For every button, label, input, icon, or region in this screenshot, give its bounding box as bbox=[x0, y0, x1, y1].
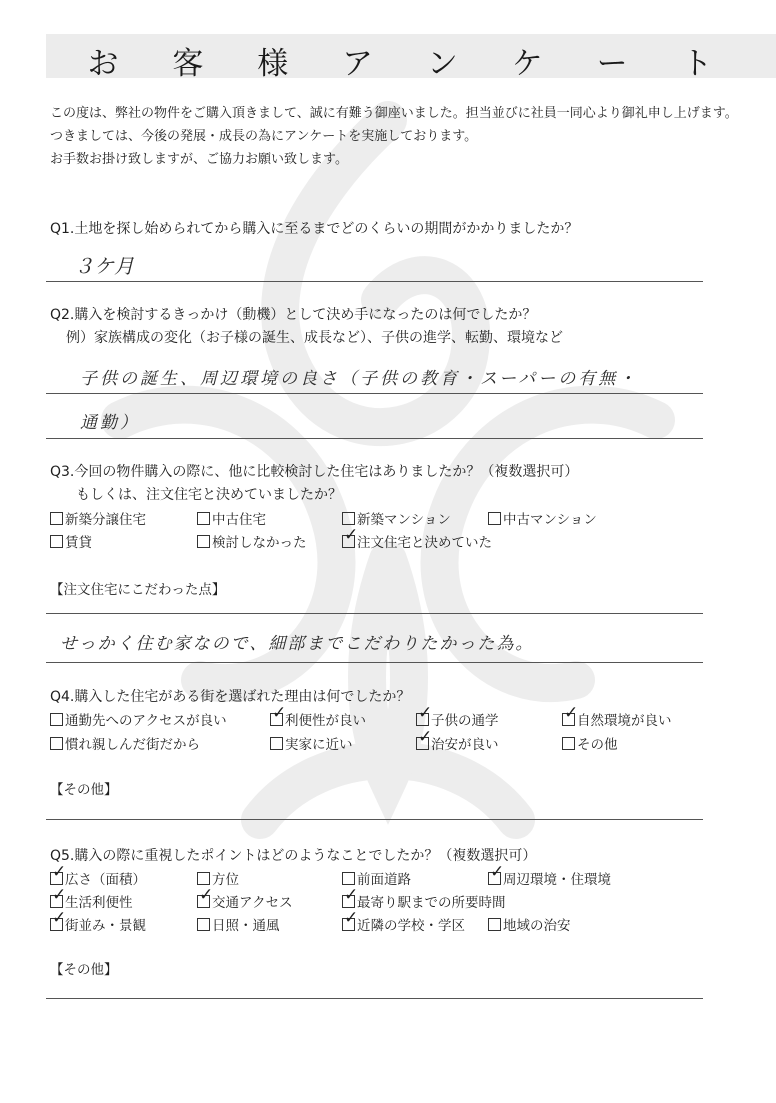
q5-question: Q5.購入の際に重視したポイントはどのようなことでしたか？（複数選択可） bbox=[50, 848, 537, 864]
q5-option-local-safety[interactable]: 地域の治安 bbox=[488, 914, 571, 934]
checkbox[interactable] bbox=[342, 512, 355, 525]
check-mark-icon: ✓ bbox=[564, 703, 579, 723]
checkbox[interactable] bbox=[342, 872, 355, 885]
q4-other-line bbox=[46, 819, 703, 820]
q3-option-rental[interactable]: 賃貸 bbox=[50, 531, 92, 551]
checkbox[interactable] bbox=[197, 535, 210, 548]
check-mark-icon: ✓ bbox=[418, 703, 433, 723]
q4-option-near-parents[interactable]: 実家に近い bbox=[270, 733, 353, 753]
q3-option-used-house[interactable]: 中古住宅 bbox=[197, 508, 266, 528]
q2-answer-line-rule-2 bbox=[46, 438, 703, 439]
intro-line-3: お手数お掛け致しますが、ご協力お願い致します。 bbox=[50, 152, 348, 167]
title-bar bbox=[46, 34, 776, 82]
checkbox-checked[interactable] bbox=[416, 703, 433, 726]
q3-sub-answer: せっかく住む家なので、細部までこだわりたかった為。 bbox=[60, 634, 535, 654]
checkbox-checked[interactable] bbox=[342, 908, 359, 931]
checkbox-checked[interactable] bbox=[562, 703, 579, 726]
q4-option-commute-access[interactable]: 通勤先へのアクセスが良い bbox=[50, 709, 227, 729]
checkbox[interactable] bbox=[562, 737, 575, 750]
q2-answer-line-1: 子供の誕生、周辺環境の良さ（子供の教育・スーパーの有無・ bbox=[80, 369, 639, 389]
checkbox[interactable] bbox=[488, 512, 501, 525]
q5-other-label: 【その他】 bbox=[50, 962, 118, 978]
checkbox[interactable] bbox=[50, 713, 63, 726]
q4-option-other[interactable]: その他 bbox=[562, 733, 618, 753]
checkbox-checked[interactable] bbox=[342, 885, 359, 908]
q3-sub-line-2 bbox=[46, 662, 703, 663]
q5-option-school-district[interactable]: ✓ 近隣の学校・学区 bbox=[344, 908, 465, 934]
q5-option-area[interactable]: ✓ 広さ（面積） bbox=[52, 862, 146, 888]
check-mark-icon: ✓ bbox=[52, 862, 67, 882]
q4-option-school-commute[interactable]: ✓ 子供の通学 bbox=[418, 703, 499, 729]
checkbox-checked[interactable] bbox=[488, 862, 505, 885]
q5-option-front-road[interactable]: 前面道路 bbox=[342, 868, 411, 888]
check-mark-icon: ✓ bbox=[199, 885, 214, 905]
q3-sub-line-1 bbox=[46, 613, 703, 614]
q4-option-familiar-town[interactable]: 慣れ親しんだ街だから bbox=[50, 733, 200, 753]
checkbox[interactable] bbox=[197, 512, 210, 525]
check-mark-icon: ✓ bbox=[52, 908, 67, 928]
q5-option-transport[interactable]: ✓ 交通アクセス bbox=[199, 885, 293, 911]
checkbox[interactable] bbox=[50, 535, 63, 548]
check-mark-icon: ✓ bbox=[418, 727, 433, 747]
q4-option-safety[interactable]: ✓ 治安が良い bbox=[418, 727, 499, 753]
q1-question: Q1.土地を探し始められてから購入に至るまでどのくらいの期間がかかりましたか？ bbox=[50, 221, 579, 237]
q5-option-station-time[interactable]: ✓ 最寄り駅までの所要時間 bbox=[344, 885, 506, 911]
q2-answer-line-rule-1 bbox=[46, 393, 703, 394]
q2-example: 例）家族構成の変化（お子様の誕生、成長など）、子供の進学、転勤、環境など bbox=[66, 330, 563, 346]
checkbox[interactable] bbox=[197, 918, 210, 931]
intro-line-2: つきましては、今後の発展・成長の為にアンケートを実施しております。 bbox=[50, 129, 478, 144]
page-title: お 客 様 ア ン ケ ー ト bbox=[87, 46, 735, 82]
checkbox-checked[interactable] bbox=[197, 885, 214, 908]
q3-option-custom-house[interactable]: ✓ 注文住宅と決めていた bbox=[344, 525, 492, 551]
q5-other-line bbox=[46, 998, 703, 999]
q3-question: Q3.今回の物件購入の際に、他に比較検討した住宅はありましたか？（複数選択可） bbox=[50, 464, 579, 480]
checkbox-checked[interactable] bbox=[50, 885, 67, 908]
q4-other-label: 【その他】 bbox=[50, 782, 118, 798]
check-mark-icon: ✓ bbox=[344, 885, 359, 905]
checkbox-checked[interactable] bbox=[270, 703, 287, 726]
q3-sub-label: 【注文住宅にこだわった点】 bbox=[50, 582, 226, 598]
intro-line-1: この度は、弊社の物件をご購入頂きまして、誠に有難う御座いました。担当並びに社員一同心より御礼申し上げます。 bbox=[50, 106, 738, 121]
checkbox[interactable] bbox=[50, 512, 63, 525]
q4-option-nature[interactable]: ✓ 自然環境が良い bbox=[564, 703, 672, 729]
q4-question: Q4.購入した住宅がある街を選ばれた理由は何でしたか？ bbox=[50, 689, 411, 705]
check-mark-icon: ✓ bbox=[52, 885, 67, 905]
checkbox[interactable] bbox=[50, 737, 63, 750]
checkbox-checked[interactable] bbox=[342, 525, 359, 548]
q1-answer: ３ケ月 bbox=[74, 254, 134, 278]
q2-answer-line-2: 通勤） bbox=[80, 413, 140, 433]
q3-option-used-condo[interactable]: 中古マンション bbox=[488, 508, 597, 528]
q5-option-living-convenience[interactable]: ✓ 生活利便性 bbox=[52, 885, 133, 911]
q5-option-sunlight[interactable]: 日照・通風 bbox=[197, 914, 280, 934]
q5-option-townscape[interactable]: ✓ 街並み・景観 bbox=[52, 908, 146, 934]
q4-option-convenience[interactable]: ✓ 利便性が良い bbox=[272, 703, 366, 729]
checkbox-checked[interactable] bbox=[50, 908, 67, 931]
checkbox[interactable] bbox=[197, 872, 210, 885]
checkbox[interactable] bbox=[270, 737, 283, 750]
checkbox-checked[interactable] bbox=[416, 727, 433, 750]
q1-answer-line bbox=[46, 281, 703, 282]
q5-option-orientation[interactable]: 方位 bbox=[197, 868, 239, 888]
check-mark-icon: ✓ bbox=[344, 908, 359, 928]
q3-option-not-considered[interactable]: 検討しなかった bbox=[197, 531, 307, 551]
q3-question-2: もしくは、注文住宅と決めていましたか？ bbox=[76, 487, 342, 503]
check-mark-icon: ✓ bbox=[344, 525, 359, 545]
checkbox-checked[interactable] bbox=[50, 862, 67, 885]
checkbox[interactable] bbox=[488, 918, 501, 931]
q3-option-new-condo[interactable]: 新築マンション bbox=[342, 508, 451, 528]
q3-option-new-detached[interactable]: 新築分譲住宅 bbox=[50, 508, 146, 528]
q2-question: Q2.購入を検討するきっかけ（動機）として決め手になったのは何でしたか？ bbox=[50, 307, 537, 323]
q5-option-environment[interactable]: ✓ 周辺環境・住環境 bbox=[490, 862, 611, 888]
check-mark-icon: ✓ bbox=[272, 703, 287, 723]
check-mark-icon: ✓ bbox=[490, 862, 505, 882]
